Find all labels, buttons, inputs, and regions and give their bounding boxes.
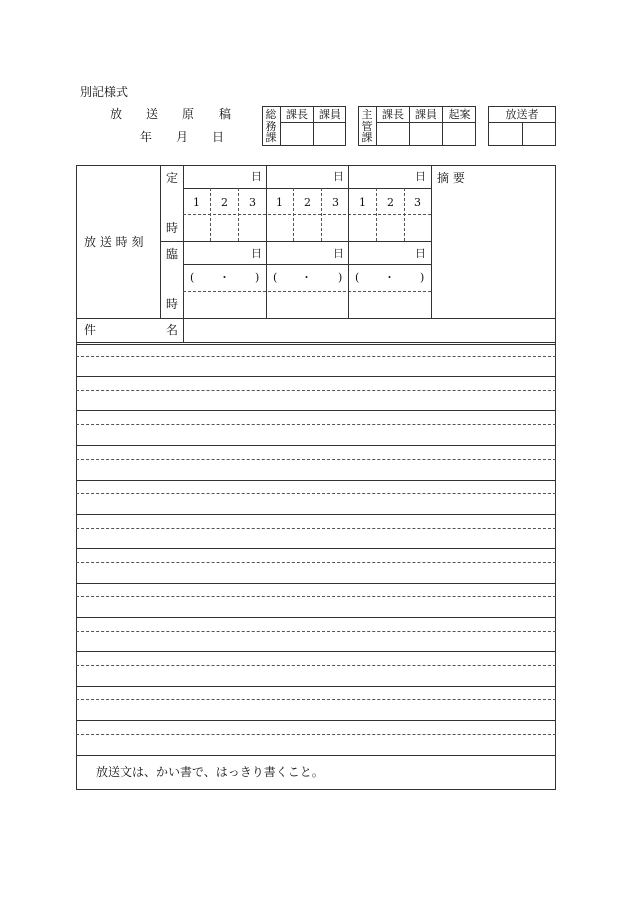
date-month-char: 月 bbox=[176, 130, 189, 144]
regular-char: 定 bbox=[166, 171, 179, 185]
slot-number: 3 bbox=[249, 196, 256, 209]
slot-number: 3 bbox=[332, 196, 339, 209]
subject-input[interactable] bbox=[184, 319, 555, 341]
slot-number: 1 bbox=[193, 196, 200, 209]
temporary-time-char: 時 bbox=[166, 297, 179, 311]
slot-number: 2 bbox=[221, 196, 228, 209]
slot-number: 3 bbox=[414, 196, 421, 209]
date-year-char: 年 bbox=[140, 130, 153, 144]
stamp-col-label: 課員 bbox=[415, 108, 437, 121]
stamp-col-label: 課長 bbox=[286, 108, 308, 121]
subject-label-left: 件 bbox=[84, 323, 97, 337]
stamp-col-label: 課長 bbox=[382, 108, 404, 121]
broadcast-time-label: 放 送 時 刻 bbox=[84, 235, 144, 249]
temp-slot-open: ( bbox=[355, 271, 360, 284]
temp-slot-open: ( bbox=[190, 271, 195, 284]
title-char: 送 bbox=[146, 107, 159, 121]
day-char: 日 bbox=[333, 247, 344, 260]
dept-vertical-label: 総 務 課 bbox=[265, 108, 277, 144]
stamp-box-broadcaster bbox=[488, 106, 556, 146]
title-char: 稿 bbox=[219, 107, 232, 121]
regular-time-char: 時 bbox=[166, 221, 179, 235]
day-char: 日 bbox=[251, 170, 262, 183]
temp-slot-dot: ・ bbox=[219, 271, 230, 284]
temp-slot-close: ) bbox=[255, 271, 260, 284]
title-char: 放 bbox=[110, 107, 123, 121]
temp-slot-open: ( bbox=[273, 271, 278, 284]
summary-label: 摘 要 bbox=[437, 171, 465, 185]
subject-label-right: 名 bbox=[166, 323, 179, 337]
stamp-box-main-dept bbox=[358, 106, 476, 146]
document-title bbox=[110, 108, 250, 122]
day-char: 日 bbox=[333, 170, 344, 183]
day-char: 日 bbox=[415, 247, 426, 260]
temp-slot-dot: ・ bbox=[301, 271, 312, 284]
slot-number: 2 bbox=[387, 196, 394, 209]
temp-slot-close: ) bbox=[338, 271, 343, 284]
footer-note: 放送文は、かい書で、はっきり書くこと。 bbox=[96, 765, 324, 779]
temporary-char: 臨 bbox=[166, 247, 179, 261]
slot-number: 1 bbox=[276, 196, 283, 209]
stamp-box-general-affairs bbox=[262, 106, 346, 146]
dept-vertical-label: 主 管 課 bbox=[361, 108, 373, 144]
stamp-col-label: 起案 bbox=[448, 108, 471, 121]
day-char: 日 bbox=[415, 170, 426, 183]
slot-number: 2 bbox=[304, 196, 311, 209]
date-day-char: 日 bbox=[212, 130, 225, 144]
temp-slot-close: ) bbox=[420, 271, 425, 284]
date-line bbox=[140, 131, 240, 145]
day-char: 日 bbox=[251, 247, 262, 260]
slot-number: 1 bbox=[359, 196, 366, 209]
stamp-col-label: 放送者 bbox=[505, 108, 539, 121]
stamp-col-label: 課員 bbox=[319, 108, 341, 121]
broadcast-text-area[interactable] bbox=[77, 343, 555, 755]
form-label: 別記様式 bbox=[80, 85, 129, 99]
title-char: 原 bbox=[182, 107, 195, 121]
temp-slot-dot: ・ bbox=[384, 271, 395, 284]
